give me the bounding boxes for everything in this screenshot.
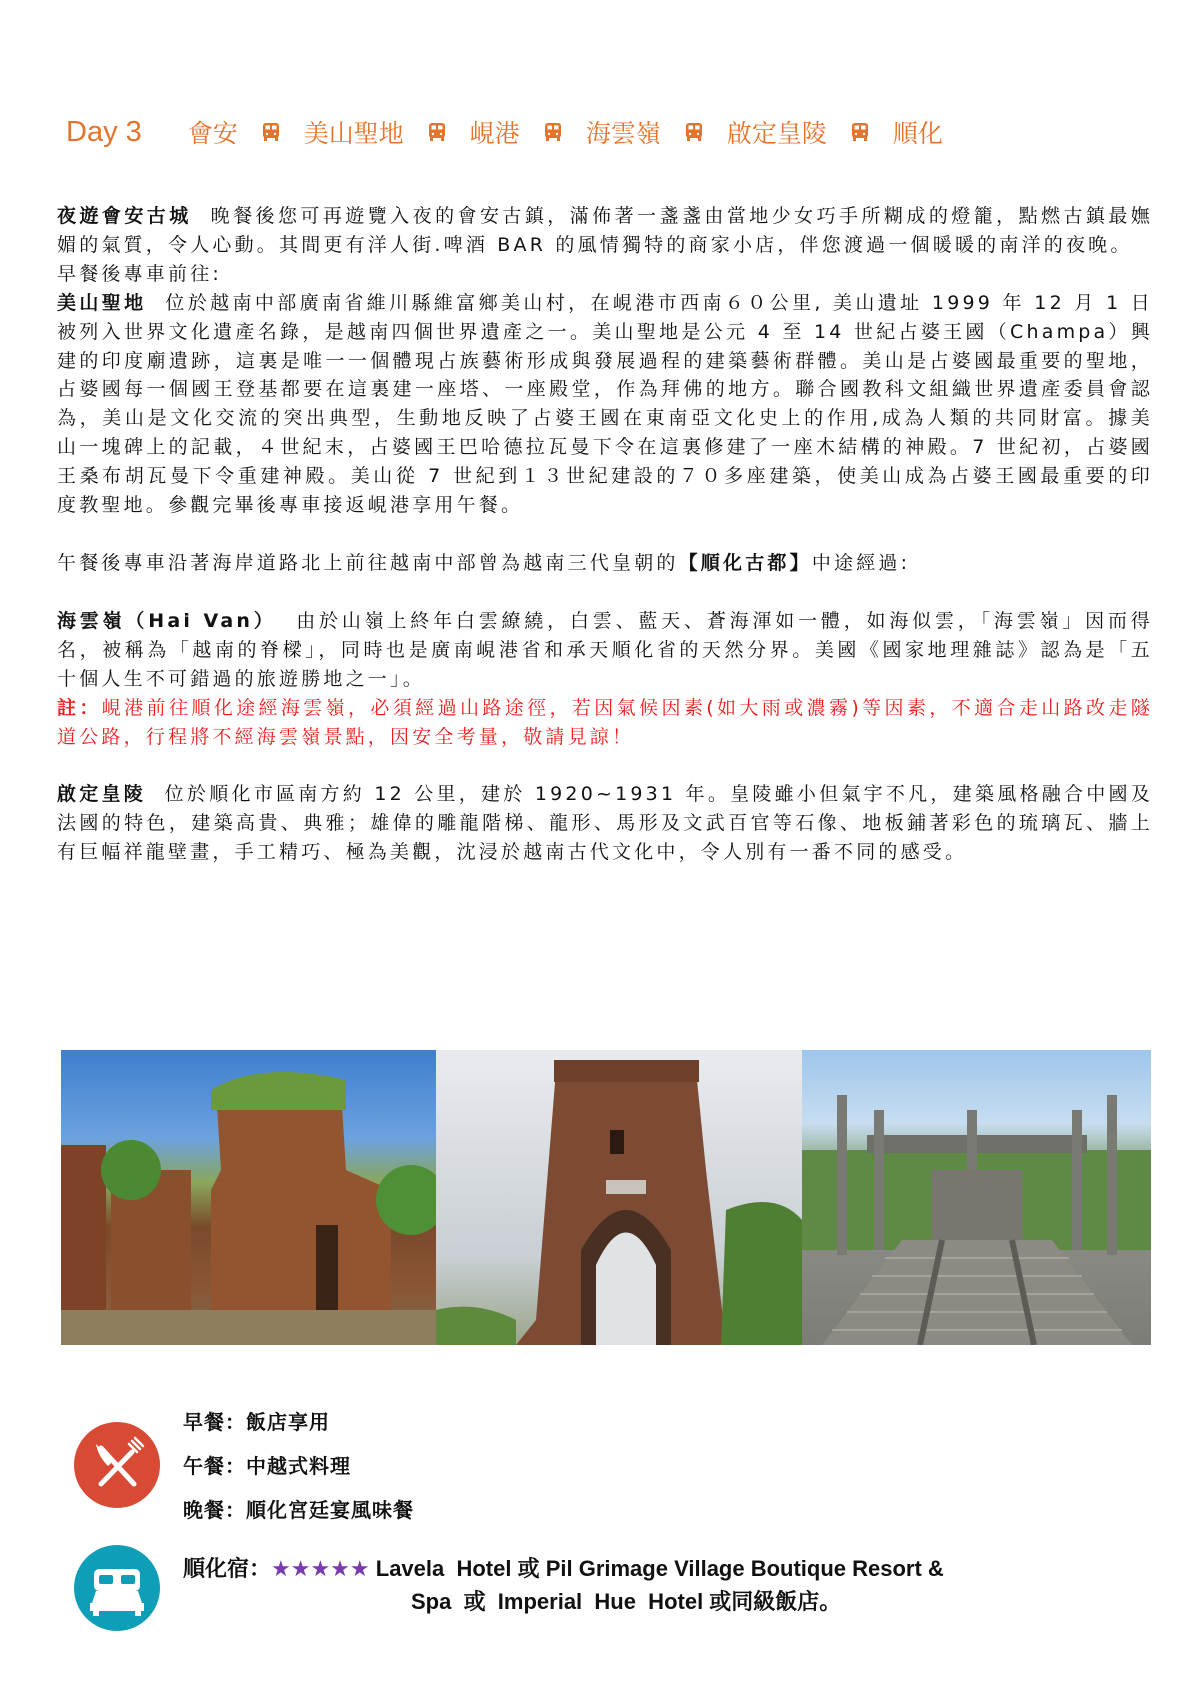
breakfast-transfer-text: 早餐後專車前往: xyxy=(57,262,223,285)
afternoon-paragraph xyxy=(57,549,1153,578)
route-stop-danang: 峴港 xyxy=(469,119,520,148)
hue-highlight: 【順化古都】 xyxy=(678,551,812,574)
photo-strip xyxy=(61,1050,1151,1345)
meals-list xyxy=(183,1400,414,1532)
fork-knife-icon xyxy=(74,1422,160,1508)
meal-breakfast: 早餐：飯店享用 xyxy=(183,1410,330,1434)
note-label: 註： xyxy=(57,696,102,719)
afternoon-text-end: 中途經過: xyxy=(811,551,911,574)
route-stop-hoian: 會安 xyxy=(187,119,238,148)
meal-lunch: 午餐：中越式料理 xyxy=(183,1454,351,1478)
day-route-header xyxy=(66,112,943,152)
star-rating-icon: ★★★★★ xyxy=(271,1557,370,1582)
myson-description: 位於越南中部廣南省維川縣維富鄉美山村，在峴港市西南６０公里, 美山遺址 1999 年 12 月 1 日被列入世界文化遺產名錄，是越南四個世界遺產之一。美山聖地是公元 4 至 14 世紀占婆王國（Champa）興建的印度廟遺跡，這裏是唯一一個體現占族藝術形成與發展過程的建築藝術群體。美山是占婆國最重要的聖地，占婆國每一個國王登基都要在這裏建一座塔、一座殿堂，作為拜佛的地方。聯合國教科文組織世界遺產委員會認為，美山是文化交流的突出典型，生動地反映了占婆王國在東南亞文化史上的作用,成為人類的共同財富。據美山一塊碑上的記載，４世紀末，占婆國王巴哈德拉瓦曼下令在這裏修建了一座木結構的神殿。7 世紀初，占婆國王桑布胡瓦曼下令重建神殿。美山從 7 世紀到１３世紀建設的７０多座建築，使美山成為占婆王國最重要的印度教聖地。參觀完畢後專車接返峴港享用午餐。 xyxy=(57,291,1153,517)
itinerary-body xyxy=(57,202,1153,867)
bus-icon xyxy=(428,122,446,142)
hotel-label: 順化宿： xyxy=(183,1557,272,1582)
haivan-description: 由於山嶺上終年白雲繚繞，白雲、藍天、蒼海渾如一體，如海似雲，「海雲嶺」因而得名，被稱為「越南的脊樑」，同時也是廣南峴港省和承天順化省的天然分界。美國《國家地理雜誌》認為是「五十個人生不可錯過的旅遊勝地之一」。 xyxy=(57,609,1153,690)
bus-icon xyxy=(544,122,562,142)
section-title-haivan: 海雲嶺（Hai Van） xyxy=(57,609,277,632)
section-title-hoian: 夜遊會安古城 xyxy=(57,205,192,227)
khaidinh-description: 位於順化市區南方約 12 公里，建於 1920~1931 年。皇陵雖小但氣宇不凡，建築風格融合中國及法國的特色，建築高貴、典雅；雄偉的雕龍階梯、龍形、馬形及文武百官等石像、地板鋪著彩色的琉璃瓦、牆上有巨幅祥龍壁畫，手工精巧、極為美觀，沈浸於越南古代文化中，令人別有一番不同的感受。 xyxy=(57,783,1153,864)
route-stop-haivan: 海雲嶺 xyxy=(585,119,661,148)
route-stop-myson: 美山聖地 xyxy=(303,119,404,148)
myson-paragraph xyxy=(57,289,1153,520)
bus-icon xyxy=(685,122,703,142)
afternoon-text: 午餐後專車沿著海岸道路北上前往越南中部曾為越南三代皇朝的 xyxy=(57,551,679,574)
myson-temple-photo xyxy=(61,1050,436,1345)
bus-icon xyxy=(851,122,869,142)
bus-icon xyxy=(262,122,280,142)
note-text: 峴港前往順化途經海雲嶺，必須經過山路途徑，若因氣候因素(如大雨或濃霧)等因素，不適合走山路改走隧道公路，行程將不經海雲嶺景點，因安全考量，敬請見諒！ xyxy=(57,696,1153,748)
hotel-line-1 xyxy=(183,1553,1043,1586)
haivan-paragraph xyxy=(57,607,1153,694)
route-stop-khaidinh: 啟定皇陵 xyxy=(726,119,827,148)
hotel-options-2: Spa 或 Imperial Hue Hotel 或同級飯店。 xyxy=(411,1589,842,1614)
hotel-info xyxy=(183,1553,1043,1618)
haivan-gate-photo xyxy=(436,1050,802,1345)
hoian-paragraph xyxy=(57,202,1153,260)
haivan-note xyxy=(57,694,1153,752)
section-title-myson: 美山聖地 xyxy=(57,291,147,314)
section-title-khaidinh: 啟定皇陵 xyxy=(57,783,147,806)
route-stop-hue: 順化 xyxy=(892,119,943,148)
meal-dinner: 晚餐：順化宮廷宴風味餐 xyxy=(183,1498,414,1522)
khaidinh-paragraph xyxy=(57,780,1153,867)
hoian-description: 晚餐後您可再遊覽入夜的會安古鎮，滿佈著一盞盞由當地少女巧手所糊成的燈籠，點燃古鎮最嫵媚的氣質，令人心動。其間更有洋人街.啤酒 BAR 的風情獨特的商家小店，伴您渡過一個暖暖的南洋的夜晚。 xyxy=(57,205,1154,256)
day-label: Day 3 xyxy=(66,115,142,148)
bed-icon xyxy=(74,1545,160,1631)
hotel-options-1: Lavela Hotel 或 Pil Grimage Village Boutique Resort & xyxy=(369,1556,944,1581)
khaidinh-tomb-photo xyxy=(802,1050,1151,1345)
